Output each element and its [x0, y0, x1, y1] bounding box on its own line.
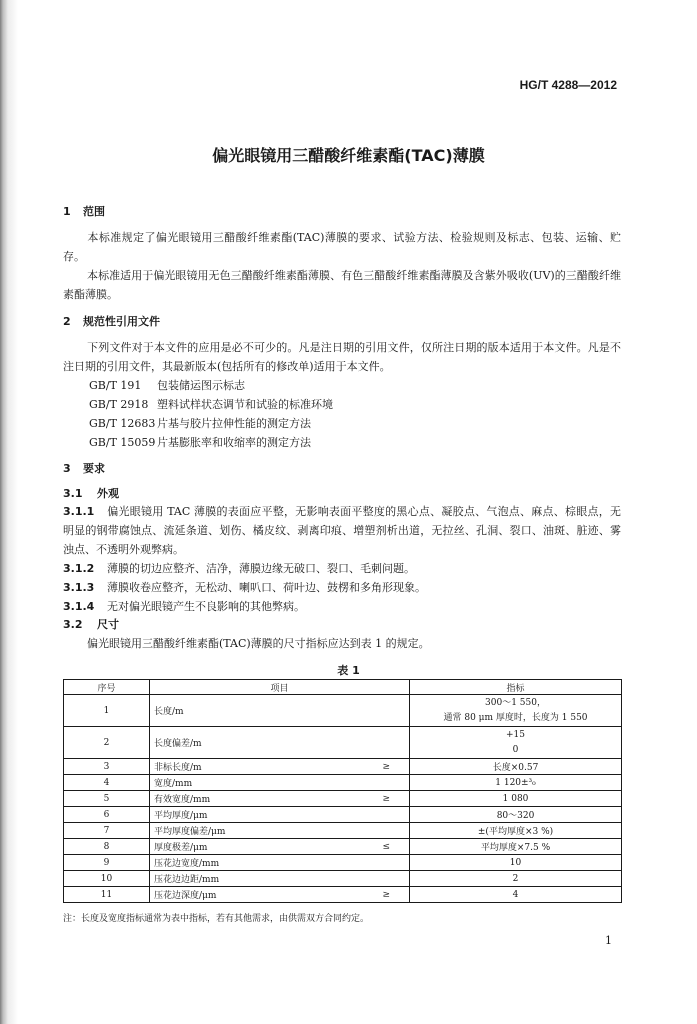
- clause-text: 无对偏光眼镜产生不良影响的其他弊病。: [107, 600, 305, 613]
- cell-no: 6: [64, 807, 150, 823]
- scope-paragraph-2: [63, 266, 621, 304]
- cell-spec: 2: [410, 871, 622, 887]
- cell-relation: [364, 775, 410, 791]
- cell-relation: [364, 807, 410, 823]
- reference-title: 包装储运图示标志: [157, 379, 245, 392]
- spec-line: 0: [512, 744, 519, 755]
- spec-line: +15: [506, 729, 526, 740]
- cell-item: 平均厚度/μm: [150, 807, 364, 823]
- reference-code: GB/T 12683: [89, 417, 156, 430]
- reference-code: GB/T 2918: [89, 398, 149, 411]
- paragraph-text: 本标准规定了偏光眼镜用三醋酸纤维素酯(TAC)薄膜的要求、试验方法、检验规则及标志、包装、运输、贮存。: [63, 231, 621, 263]
- reference-title: 片基膨胀率和收缩率的测定方法: [157, 436, 311, 449]
- table-row: [64, 871, 622, 887]
- section-3-heading: [63, 460, 105, 476]
- header-spec: 指标: [410, 680, 622, 695]
- reference-item: [89, 434, 311, 450]
- table-row: [64, 775, 622, 791]
- cell-spec: 4: [410, 887, 622, 903]
- table-caption: 表 1: [337, 664, 360, 677]
- cell-item: 平均厚度偏差/μm: [150, 823, 364, 839]
- section-number: 1: [63, 205, 71, 218]
- section-number: 3: [63, 462, 71, 475]
- table-row: [64, 855, 622, 871]
- table-header-row: [64, 680, 622, 695]
- clause-3-1-1: [63, 502, 621, 559]
- cell-no: 8: [64, 839, 150, 855]
- clause-title: 外观: [97, 487, 119, 500]
- cell-relation: ≥: [364, 887, 410, 903]
- cell-relation: [364, 855, 410, 871]
- cell-item: 压花边边距/mm: [150, 871, 364, 887]
- cell-spec: [410, 727, 622, 759]
- table-note: 注：长度及宽度指标通常为表中指标，若有其他需求，由供需双方合同约定。: [63, 914, 370, 924]
- cell-spec: 1 080: [410, 791, 622, 807]
- cell-relation: [364, 727, 410, 759]
- cell-spec: 1 120±³₀: [410, 775, 622, 791]
- cell-relation: ≥: [364, 759, 410, 775]
- cell-item: 压花边宽度/mm: [150, 855, 364, 871]
- reference-item: [89, 396, 333, 412]
- cell-relation: ≤: [364, 839, 410, 855]
- section-title: 要求: [83, 462, 105, 475]
- clause-number: 3.1: [63, 487, 83, 500]
- clause-3-1-2: [63, 559, 621, 578]
- cell-item: 长度/m: [150, 695, 364, 727]
- paragraph-text: 下列文件对于本文件的应用是必不可少的。凡是注日期的引用文件，仅所注日期的版本适用于本文件。凡是不注日期的引用文件，其最新版本(包括所有的修改单)适用于本文件。: [63, 341, 621, 373]
- clause-3-1: [63, 484, 621, 503]
- cell-item: 宽度/mm: [150, 775, 364, 791]
- clause-number: 3.1.3: [63, 581, 95, 594]
- cell-no: 9: [64, 855, 150, 871]
- cell-spec: 长度×0.57: [410, 759, 622, 775]
- reference-item: [89, 377, 245, 393]
- clause-number: 3.1.4: [63, 600, 95, 613]
- cell-spec: 平均厚度×7.5 %: [410, 839, 622, 855]
- table-row: [64, 839, 622, 855]
- table-row: [64, 887, 622, 903]
- cell-no: 3: [64, 759, 150, 775]
- cell-no: 10: [64, 871, 150, 887]
- table-row: [64, 791, 622, 807]
- cell-spec: 80～320: [410, 807, 622, 823]
- table-row: [64, 695, 622, 727]
- cell-no: 7: [64, 823, 150, 839]
- cell-item: 长度偏差/m: [150, 727, 364, 759]
- clause-title: 尺寸: [97, 618, 119, 631]
- cell-item: 有效宽度/mm: [150, 791, 364, 807]
- dimension-table: [63, 679, 622, 903]
- cell-relation: [364, 823, 410, 839]
- clause-text: 偏光眼镜用 TAC 薄膜的表面应平整，无影响表面平整度的黑心点、凝胶点、气泡点、麻点、棕眼点，无明显的钢带腐蚀点、流延条道、划伤、橘皮纹、剥离印痕、增塑剂析出道，无拉丝、孔洞、裂口、油斑、脏迹、雾浊点、不透明外观弊病。: [63, 505, 621, 556]
- clause-3-1-4: [63, 597, 621, 616]
- cell-item: 压花边深度/μm: [150, 887, 364, 903]
- clause-text: 薄膜的切边应整齐、洁净，薄膜边缘无破口、裂口、毛刺问题。: [107, 562, 415, 575]
- reference-code: GB/T 15059: [89, 436, 156, 449]
- clause-number: 3.2: [63, 618, 83, 631]
- reference-title: 片基与胶片拉伸性能的测定方法: [157, 417, 311, 430]
- spec-line: 通常 80 μm 厚度时，长度为 1 550: [443, 712, 588, 723]
- cell-no: 1: [64, 695, 150, 727]
- table-row: [64, 807, 622, 823]
- cell-spec: [410, 695, 622, 727]
- standard-code: HG/T 4288—2012: [519, 78, 617, 92]
- spec-line: 300～1 550，: [485, 697, 546, 708]
- clause-3-1-3: [63, 578, 621, 597]
- cell-no: 11: [64, 887, 150, 903]
- cell-item: 厚度极差/μm: [150, 839, 364, 855]
- cell-no: 4: [64, 775, 150, 791]
- header-no: 序号: [64, 680, 150, 695]
- cell-item: 非标长度/m: [150, 759, 364, 775]
- table-row: [64, 823, 622, 839]
- paragraph-text: 本标准适用于偏光眼镜用无色三醋酸纤维素酯薄膜、有色三醋酸纤维素酯薄膜及含紫外吸收(UV)的三醋酸纤维素酯薄膜。: [63, 269, 621, 301]
- header-item: 项目: [150, 680, 410, 695]
- reference-code: GB/T 191: [89, 379, 142, 392]
- page-number: 1: [605, 934, 612, 947]
- cell-relation: ≥: [364, 791, 410, 807]
- cell-relation: [364, 871, 410, 887]
- paragraph-text: 偏光眼镜用三醋酸纤维素酯(TAC)薄膜的尺寸指标应达到表 1 的规定。: [87, 637, 430, 650]
- scope-paragraph-1: [63, 228, 621, 266]
- clause-number: 3.1.1: [63, 505, 95, 518]
- section-number: 2: [63, 315, 71, 328]
- clause-number: 3.1.2: [63, 562, 95, 575]
- table-row: [64, 759, 622, 775]
- reference-item: [89, 415, 311, 431]
- section-2-heading: [63, 313, 160, 329]
- reference-title: 塑料试样状态调节和试验的标准环境: [157, 398, 333, 411]
- section-title: 范围: [83, 205, 105, 218]
- normative-intro: [63, 338, 621, 376]
- document-title: 偏光眼镜用三醋酸纤维素酯(TAC)薄膜: [212, 146, 485, 165]
- cell-no: 2: [64, 727, 150, 759]
- clause-3-2: [63, 615, 621, 634]
- cell-spec: ±(平均厚度×3 %): [410, 823, 622, 839]
- table-row: [64, 727, 622, 759]
- cell-spec: 10: [410, 855, 622, 871]
- clause-3-2-text: [63, 634, 621, 653]
- cell-relation: [364, 695, 410, 727]
- cell-no: 5: [64, 791, 150, 807]
- section-1-heading: [63, 203, 105, 219]
- section-title: 规范性引用文件: [83, 315, 160, 328]
- clause-text: 薄膜收卷应整齐，无松动、喇叭口、荷叶边、鼓楞和多角形现象。: [107, 581, 426, 594]
